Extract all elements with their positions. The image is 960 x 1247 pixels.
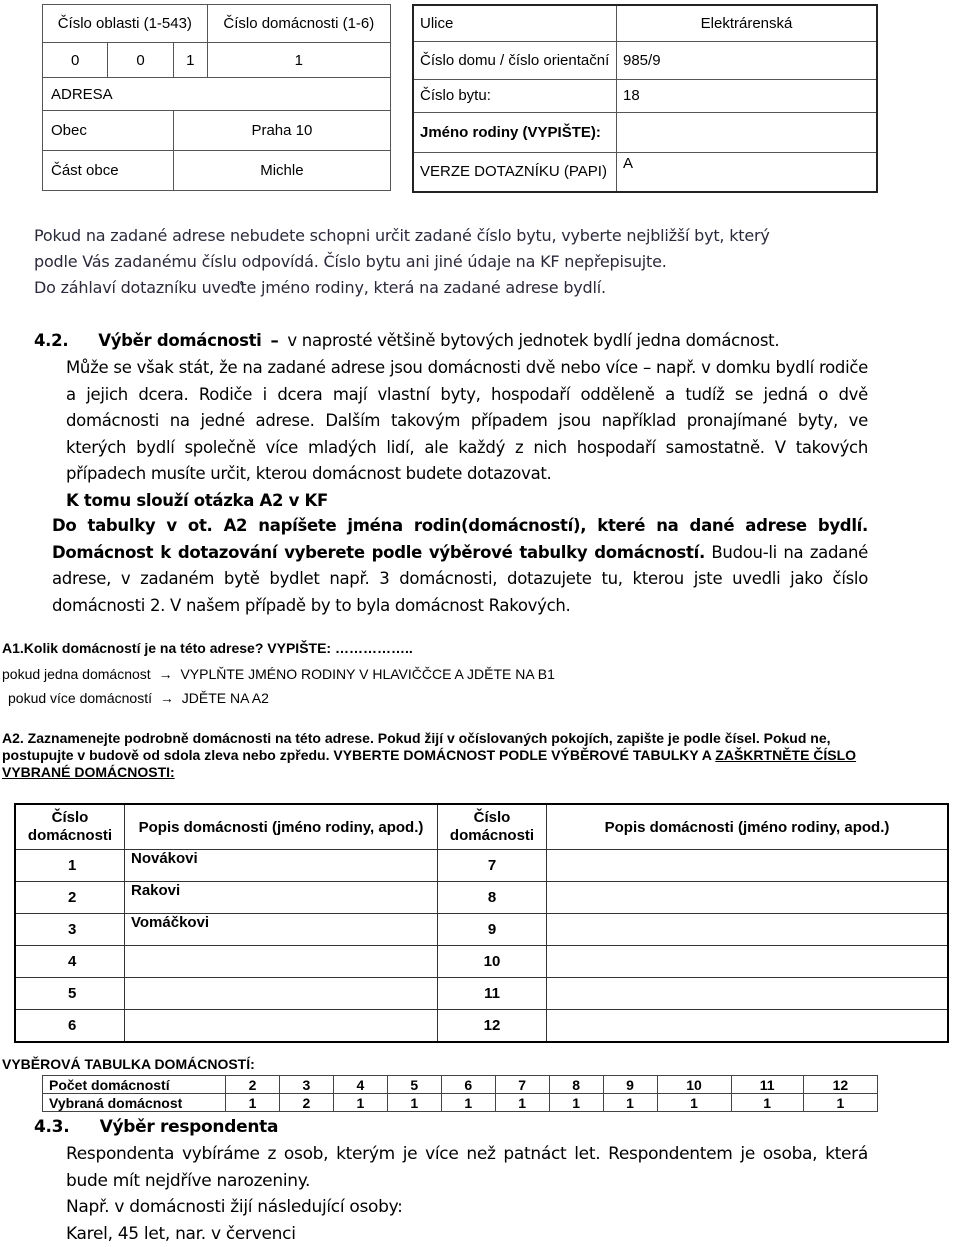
intro-paragraph bbox=[34, 223, 934, 301]
cell: 5 bbox=[387, 1076, 441, 1094]
col-household-number: Číslo domácnosti bbox=[15, 804, 125, 850]
household-number[interactable]: 11 bbox=[438, 978, 547, 1010]
verze-label: VERZE DOTAZNÍKU (PAPI) bbox=[413, 152, 617, 192]
cell: 11 bbox=[731, 1076, 803, 1094]
digit-1: 0 bbox=[43, 43, 108, 78]
cell: 4 bbox=[333, 1076, 387, 1094]
section-4-2-heading-line bbox=[34, 328, 868, 355]
table-row bbox=[15, 946, 948, 978]
cell: 1 bbox=[441, 1094, 495, 1112]
household-number[interactable]: 9 bbox=[438, 914, 547, 946]
verze-value: A bbox=[617, 152, 878, 192]
household-name[interactable]: Rakovi bbox=[125, 882, 438, 914]
a1-option-2 bbox=[8, 690, 269, 706]
cell: 1 bbox=[333, 1094, 387, 1112]
households-table bbox=[14, 803, 949, 1043]
section-4-3-p1: Respondenta vybíráme z osob, kterým je více než patnáct let. Respondentem je osoba, která bude mít nejdříve narozeniny. bbox=[66, 1141, 868, 1194]
household-number[interactable]: 1 bbox=[15, 850, 125, 882]
a1-option-1 bbox=[2, 666, 555, 682]
selection-table bbox=[42, 1075, 878, 1112]
household-number[interactable]: 12 bbox=[438, 1010, 547, 1043]
section-4-2-body2 bbox=[52, 513, 868, 619]
household-number[interactable]: 3 bbox=[15, 914, 125, 946]
cell: 8 bbox=[549, 1076, 603, 1094]
cislo-domu-value: 985/9 bbox=[617, 41, 878, 79]
jmeno-rodiny-value[interactable] bbox=[617, 112, 878, 152]
cell: 3 bbox=[279, 1076, 333, 1094]
digit-2: 0 bbox=[108, 43, 173, 78]
cell: 9 bbox=[603, 1076, 657, 1094]
cell: 10 bbox=[657, 1076, 731, 1094]
household-number[interactable]: 10 bbox=[438, 946, 547, 978]
intro-line: podle Vás zadanému číslu odpovídá. Číslo bytu ani jiné údaje na KF nepřepisujte. bbox=[34, 249, 934, 275]
jmeno-rodiny-label: Jméno rodiny (VYPIŠTE): bbox=[413, 112, 617, 152]
selection-table-title: VYBĚROVÁ TABULKA DOMÁCNOSTÍ: bbox=[2, 1056, 255, 1072]
section-title: Výběr respondenta bbox=[100, 1117, 279, 1137]
a1-question: A1.Kolik domácností je na této adrese? VYPIŠTE: …………….. bbox=[2, 640, 413, 656]
cast-obce-label: Část obce bbox=[43, 151, 174, 191]
section-body: Může se však stát, že na zadané adrese jsou domácnosti dvě nebo více – např. v domku bydlí rodiče a jejich dcera. Rodiče i dcera mají vlastní byty, hospodaří odděleně a tudíž se jedná o dvě domácnosti na jedné adrese. Dalším takovým případem jsou například pronajímané byty, ve kterých bydlí společně více mladých lidí, ale každý z nich hospodaří samostatně. V takových případech musíte určit, kterou domácnost budete dotazovat. bbox=[66, 355, 868, 488]
ulice-label: Ulice bbox=[413, 5, 617, 41]
section-emph1: K tomu slouží otázka A2 v KF bbox=[66, 488, 868, 515]
row-label: Počet domácností bbox=[43, 1076, 226, 1094]
section-4-3-p3: Karel, 45 let, nar. v červenci bbox=[66, 1221, 868, 1247]
arrow-right-icon: → bbox=[160, 690, 174, 706]
a1-opt1-action: VYPLŇTE JMÉNO RODINY V HLAVIČČCE A JDĚTE NA B1 bbox=[180, 666, 554, 682]
cell: 1 bbox=[603, 1094, 657, 1112]
section-title: Výběr domácnosti bbox=[98, 331, 261, 350]
cell: 2 bbox=[226, 1076, 280, 1094]
region-label: Číslo oblasti (1-543) bbox=[43, 5, 208, 43]
household-name[interactable] bbox=[547, 978, 949, 1010]
cell: 6 bbox=[441, 1076, 495, 1094]
household-name[interactable] bbox=[547, 1010, 949, 1043]
table-row bbox=[15, 850, 948, 882]
section-4-2-body bbox=[66, 355, 868, 514]
table-row bbox=[15, 882, 948, 914]
household-name[interactable] bbox=[547, 946, 949, 978]
address-detail-table bbox=[412, 4, 878, 193]
section-4-3-p2: Např. v domácnosti žijí následující osoby: bbox=[66, 1194, 868, 1221]
cell: 2 bbox=[279, 1094, 333, 1112]
section-4-3-heading bbox=[34, 1114, 868, 1141]
table-row bbox=[43, 1076, 878, 1094]
section-number: 4.2. bbox=[34, 331, 68, 350]
a2-text: A2. Zaznamenejte podrobně domácnosti na této adrese. Pokud žijí v očíslovaných pokojích, zapište je podle čísel. Pokud ne, postupujte v budově od sdola zleva nebo zpředu. VYBERTE DOMÁCNOST PODLE VÝBĚROVÉ TABULKY A bbox=[2, 730, 831, 763]
a1-opt2-action: JDĚTE NA A2 bbox=[182, 690, 269, 706]
household-number[interactable]: 2 bbox=[15, 882, 125, 914]
cislo-bytu-label: Číslo bytu: bbox=[413, 79, 617, 112]
table-row bbox=[43, 1094, 878, 1112]
table-row bbox=[15, 914, 948, 946]
household-number[interactable]: 4 bbox=[15, 946, 125, 978]
household-number[interactable]: 6 bbox=[15, 1010, 125, 1043]
cell: 1 bbox=[657, 1094, 731, 1112]
col-household-desc: Popis domácnosti (jméno rodiny, apod.) bbox=[547, 804, 949, 850]
household-name[interactable] bbox=[125, 1010, 438, 1043]
cell: 1 bbox=[495, 1094, 549, 1112]
section-tail: Budou-li na zadané adrese, v zadaném bytě bydlet např. 3 domácnosti, dotazujete tu, kterou jste uvedli jako číslo domácnosti 2. V našem případě by to byla domácnost Rakových. bbox=[52, 543, 868, 615]
section-4-3-body bbox=[66, 1141, 868, 1247]
section-line1-rest: v naprosté většině bytových jednotek bydlí jedna domácnost. bbox=[287, 331, 779, 350]
intro-line: Pokud na zadané adrese nebudete schopni určit zadané číslo bytu, vyberte nejbližší byt, který bbox=[34, 223, 934, 249]
row-label: Vybraná domácnost bbox=[43, 1094, 226, 1112]
household-name[interactable] bbox=[547, 914, 949, 946]
cell: 1 bbox=[549, 1094, 603, 1112]
ulice-value: Elektrárenská bbox=[617, 5, 878, 41]
cell: 7 bbox=[495, 1076, 549, 1094]
col-household-desc: Popis domácnosti (jméno rodiny, apod.) bbox=[125, 804, 438, 850]
col-household-number: Číslo domácnosti bbox=[438, 804, 547, 850]
household-label: Číslo domácnosti (1-6) bbox=[207, 5, 390, 43]
section-emph2: Do tabulky v ot. A2 napíšete jména rodin(domácností), které na dané adrese bydlí. Domácnost k dotazování vyberete podle výběrové tabulky domácností. bbox=[52, 516, 868, 562]
household-name[interactable]: Vomáčkovi bbox=[125, 914, 438, 946]
cell: 1 bbox=[803, 1094, 877, 1112]
cast-obce-value: Michle bbox=[173, 151, 390, 191]
cislo-bytu-value: 18 bbox=[617, 79, 878, 112]
a1-opt2-label: pokud více domácností bbox=[8, 690, 152, 706]
a2-instruction bbox=[2, 730, 872, 781]
digit-3: 1 bbox=[173, 43, 207, 78]
a2-text-underlined: ZAŠKRTNĚTE ČÍSLO VYBRANÉ DOMÁCNOSTI: bbox=[2, 747, 856, 780]
section-number: 4.3. bbox=[34, 1117, 69, 1137]
household-number[interactable]: 8 bbox=[438, 882, 547, 914]
obec-label: Obec bbox=[43, 111, 174, 151]
household-name[interactable] bbox=[547, 882, 949, 914]
cislo-domu-label: Číslo domu / číslo orientační bbox=[413, 41, 617, 79]
household-name[interactable] bbox=[125, 978, 438, 1010]
address-code-table bbox=[42, 4, 391, 191]
table-row bbox=[15, 1010, 948, 1043]
table-row bbox=[15, 978, 948, 1010]
section-dash: – bbox=[270, 331, 278, 350]
adresa-label: ADRESA bbox=[43, 78, 391, 111]
cell: 12 bbox=[803, 1076, 877, 1094]
household-name[interactable]: Novákovi bbox=[125, 850, 438, 882]
household-number[interactable]: 5 bbox=[15, 978, 125, 1010]
cell: 1 bbox=[226, 1094, 280, 1112]
digit-4: 1 bbox=[207, 43, 390, 78]
household-number[interactable]: 7 bbox=[438, 850, 547, 882]
cell: 1 bbox=[731, 1094, 803, 1112]
household-name[interactable] bbox=[547, 850, 949, 882]
a1-opt1-label: pokud jedna domácnost bbox=[2, 666, 151, 682]
arrow-right-icon: → bbox=[159, 666, 173, 682]
cell: 1 bbox=[387, 1094, 441, 1112]
obec-value: Praha 10 bbox=[173, 111, 390, 151]
household-name[interactable] bbox=[125, 946, 438, 978]
intro-line: Do záhlaví dotazníku uveďte jméno rodiny, která na zadané adrese bydlí. bbox=[34, 275, 934, 301]
